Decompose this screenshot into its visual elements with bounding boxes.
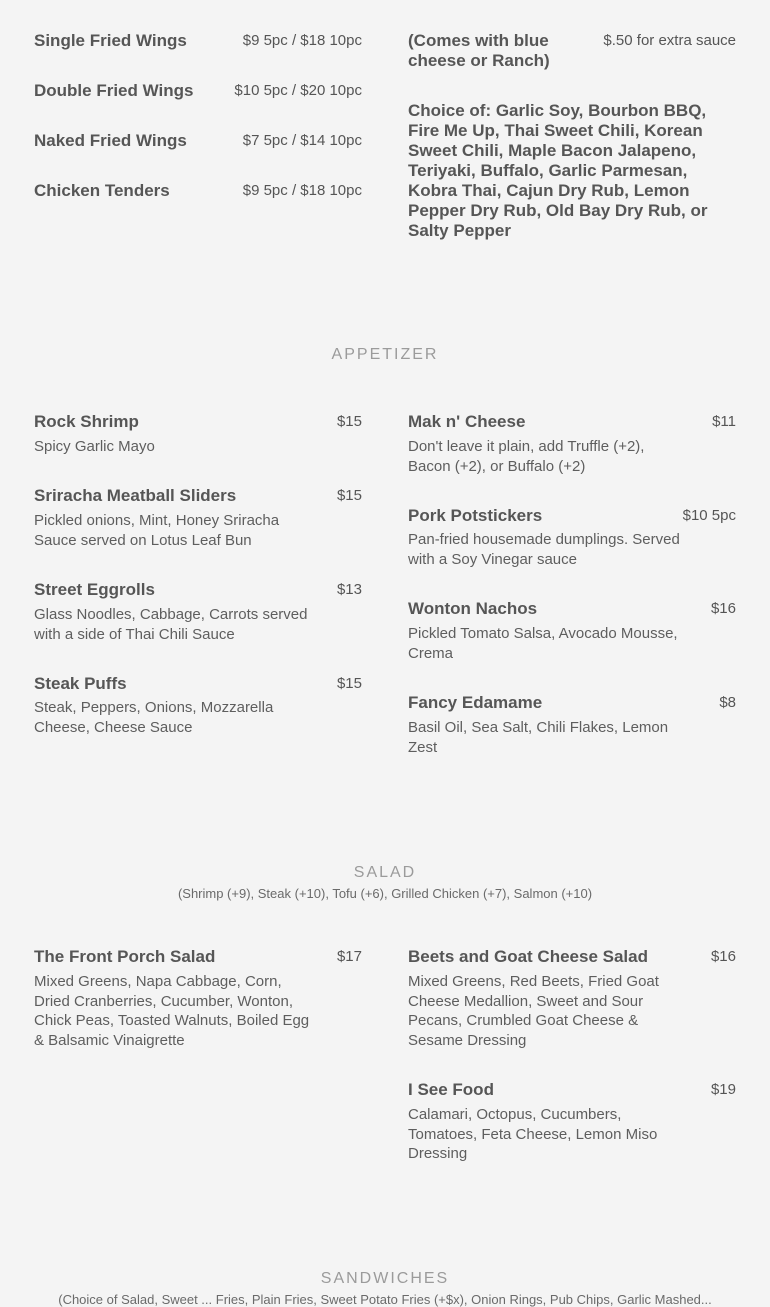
menu-item-name: Naked Fried Wings [34,131,187,150]
menu-item-name: Chicken Tenders [34,181,170,200]
menu-item-price: $10 5pc / $20 10pc [234,82,362,99]
menu-item-name: Street Eggrolls [34,580,155,599]
menu-item-name: Fancy Edamame [408,693,543,712]
menu-item-price: $17 [336,948,362,965]
section-note-sandwiches: (Choice of Salad, Sweet ... Fries, Plain Fries, Sweet Potato Fries (+$x), Onion Rings, Pub Chips, Garlic Mashed... [58,1292,712,1307]
menu-item-description: Mixed Greens, Red Beets, Fried Goat Cheese Medallion, Sweet and Sour Pecans, Crumbled Goat Cheese & Sesame Dressing [408,973,659,1049]
menu-item-description: Mixed Greens, Napa Cabbage, Corn, Dried Cranberries, Cucumber, Wonton, Chick Peas, Toasted Walnuts, Boiled Egg & Balsamic Vinaigrette [34,973,310,1049]
menu-item-description: Calamari, Octopus, Cucumbers, Tomatoes, Feta Cheese, Lemon Miso Dressing [408,1106,658,1162]
menu-item-name: The Front Porch Salad [34,947,216,966]
menu-item-name: Steak Puffs [34,674,127,693]
menu-item-description: Spicy Garlic Mayo [34,438,155,455]
menu-item-description: Don't leave it plain, add Truffle (+2), Bacon (+2), or Buffalo (+2) [408,438,645,475]
menu-item-price: $16 [710,600,736,617]
menu-item-name: Sriracha Meatball Sliders [34,486,237,505]
menu-item-description: Steak, Peppers, Onions, Mozzarella Cheese, Cheese Sauce [34,699,274,736]
section-title-salad: SALAD [353,864,417,881]
menu-item-price: $9 5pc / $18 10pc [242,32,362,49]
menu-item-name: Beets and Goat Cheese Salad [408,947,648,966]
section-title-appetizer: APPETIZER [331,346,439,363]
menu-item-price: $7 5pc / $14 10pc [242,132,362,149]
menu-item-description: Glass Noodles, Cabbage, Carrots served with a side of Thai Chili Sauce [34,606,308,643]
menu-item-name: Wonton Nachos [408,599,538,618]
menu-item-price: $15 [336,487,362,504]
extra-sauce-price: $.50 for extra sauce [603,32,736,49]
menu-item-price: $8 [719,694,736,711]
menu-item-name: Mak n' Cheese [408,412,526,431]
section-note-salad: (Shrimp (+9), Steak (+10), Tofu (+6), Grilled Chicken (+7), Salmon (+10) [177,886,593,901]
menu-item-name: Double Fried Wings [34,81,194,100]
menu-item-name: Rock Shrimp [34,412,139,431]
menu-item-price: $15 [336,413,362,430]
menu-item-price: $19 [710,1081,736,1098]
menu-item-description: Pickled Tomato Salsa, Avocado Mousse, Crema [408,625,678,662]
menu-item-price: $13 [336,581,362,598]
menu-item-description: Pickled onions, Mint, Honey Sriracha Sauce served on Lotus Leaf Bun [34,512,280,549]
wings-comes-with: (Comes with blue cheese or Ranch) [408,31,550,70]
menu-item-price: $15 [336,675,362,692]
menu-item-price: $11 [712,413,736,430]
menu-item-price: $9 5pc / $18 10pc [242,182,362,199]
menu-item-price: $16 [710,948,736,965]
menu-item-name: I See Food [408,1080,494,1099]
menu-item-name: Pork Potstickers [408,506,543,525]
wings-sauce-choices: Choice of: Garlic Soy, Bourbon BBQ, Fire Me Up, Thai Sweet Chili, Korean Sweet Chili, Maple Bacon Jalapeno, Teriyaki, Buffalo, Garlic Parmesan, Kobra Thai, Cajun Dry Rub, Lemon Pepper Dry Rub, Old Bay Dry Rub, or Salty Pepper [408,101,708,240]
menu-item-description: Basil Oil, Sea Salt, Chili Flakes, Lemon Zest [408,719,669,756]
menu-item-name: Single Fried Wings [34,31,187,50]
section-title-sandwiches: SANDWICHES [320,1270,450,1287]
menu-item-description: Pan-fried housemade dumplings. Served with a Soy Vinegar sauce [408,531,680,568]
menu-item-price: $10 5pc [682,507,736,524]
